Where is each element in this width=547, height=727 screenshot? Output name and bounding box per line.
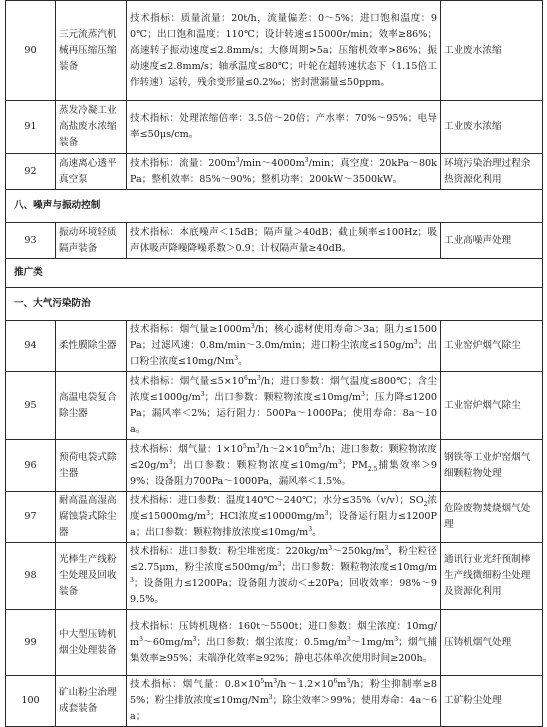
- equipment-name: 矿山粉尘治理成套装备: [56, 676, 127, 727]
- technical-spec: 技术指标：烟气量$\ge 1000m^3/h$；核心滤材使用寿命＞3a；阻力≤1500Pa；过滤风速：0.8m/min～3.0m/min；进口粉尘浓度$\le 150g/m^3$；出口粉尘浓度$\le 10mg/Nm^3$。: [127, 321, 441, 372]
- category-heading: 推广类: [6, 259, 543, 288]
- category-heading-row: [6, 259, 543, 288]
- equipment-name: 预荷电袋式除尘器: [56, 440, 127, 492]
- item-number: 94: [6, 321, 56, 372]
- equipment-name: 柔性膜除尘器: [56, 321, 127, 372]
- application-field: 工矿粉尘处理: [441, 676, 543, 727]
- application-field: 钢铁等工业炉窑烟气细颗粒物处理: [441, 440, 543, 492]
- superscript: 3: [168, 458, 173, 466]
- table-row: [6, 492, 543, 543]
- superscript: 6: [333, 677, 338, 685]
- subscript: 2.5: [367, 465, 378, 473]
- superscript: 3: [268, 693, 273, 701]
- section-heading-row: [6, 288, 543, 321]
- superscript: 3: [328, 544, 333, 552]
- superscript: 3: [255, 442, 260, 450]
- superscript: 3: [361, 390, 365, 398]
- application-field: 通讯行业光纤预制棒生产线微细粉尘处理及资源化利用: [441, 543, 543, 610]
- equipment-name: 高速离心透平真空泵: [56, 154, 127, 190]
- subscript: 2: [423, 500, 428, 508]
- technical-spec: 技术指标：进口参数：温度140℃～240℃；水分≤35%（v/v）；$SO_2$浓度$\le 15000mg/m^3$；HCl浓度$\le 10000mg/m^3$；设备运行阻力≤1200Pa；出口参数：颗粒物排放浓度$\le 10mg/m^3$。: [127, 492, 441, 543]
- superscript: 6: [305, 442, 309, 450]
- superscript: 3: [273, 677, 278, 685]
- superscript: 3: [384, 544, 389, 552]
- application-field: 压铸机烟气处理: [441, 610, 543, 676]
- equipment-name: 中大型压铸机烟尘处理装备: [56, 610, 127, 676]
- superscript: 3: [235, 156, 240, 164]
- superscript: 3: [308, 525, 313, 533]
- section-heading-row: [6, 190, 543, 223]
- superscript: 3: [250, 322, 255, 330]
- application-field: 工业废水浓缩: [441, 101, 543, 154]
- item-number: 92: [6, 154, 56, 190]
- superscript: 3: [338, 458, 342, 466]
- table-row: [6, 676, 543, 727]
- table-row: [6, 440, 543, 492]
- item-number: 97: [6, 492, 56, 543]
- table-row: [6, 1, 543, 101]
- technical-spec: 技术指标：烟气量：$1\times 10^5m^3/h\sim 2\times 10^6m^3/h$；进口参数：颗粒物浓度$\le 20g/m^3$；出口参数：颗粒物浓度$\le 10mg/m^3$；$PM_{2.5}$捕集效率＞99%；设备阻力700Pa～1000Pa，漏风率＜1.5%。: [127, 440, 441, 492]
- technical-spec: 技术指标：压铸机规格：160t～5500t；进口参数：烟尘浓度：$10mg/m^3\sim 60mg/m^3$；出口参数：烟尘浓度：$0.5mg/m^3\sim 1mg/m^3$；烟气捕集效率≥95%；末端净化效率≥92%；静电芯体单次使用时间≥200h。: [127, 610, 441, 676]
- table-row: [6, 321, 543, 372]
- superscript: 3: [413, 338, 418, 346]
- superscript: 3: [346, 677, 351, 685]
- superscript: 3: [139, 635, 143, 643]
- equipment-name: 蒸发冷凝工业高盐废水浓缩装备: [56, 101, 127, 154]
- item-number: 91: [6, 101, 56, 154]
- superscript: 3: [256, 374, 261, 382]
- application-field: 工业高噪声处理: [441, 223, 543, 259]
- item-number: 96: [6, 440, 56, 492]
- application-field: 环境污染治理过程余热资源化利用: [441, 154, 543, 190]
- application-field: 工业窑炉烟气除尘: [441, 321, 543, 372]
- technical-spec: 技术指标：烟气量$\le 5\times 10^6m^3/h$；进口参数：烟气温度≤800℃；含尘浓度$\le 1000g/m^3$；出口参数：颗粒物浓度$\le 10mg/m^3$；压力降≤1200Pa；漏风率＜2%；运行阻力：500Pa～1000Pa；使用寿命：8a～10a。: [127, 372, 441, 440]
- table-body: [6, 1, 543, 727]
- technical-spec: 技术指标：本底噪声＜15dB；隔声量＞40dB；截止频率≤100Hz；吸声体吸声降噪降噪系数＞0.9；计权隔声量≥40dB。: [127, 223, 441, 259]
- superscript: 3: [304, 156, 309, 164]
- technical-spec: 技术指标：处理浓缩倍率：3.5倍～20倍；产水率：70%～95%；电导率≤50μs/cm。: [127, 101, 441, 154]
- item-number: 99: [6, 610, 56, 676]
- superscript: 3: [318, 442, 322, 450]
- table-row: [6, 543, 543, 610]
- superscript: 3: [277, 560, 282, 568]
- technical-spec: 技术指标：烟气量：$0.8\times 10^5m^3/h\sim 1.2\times 10^6m^3/h$；粉尘抑制率≥85%；粉尘排放浓度$\le 10mg/Nm^3$；除尘效率＞99%；使用寿命：4a～6a；: [127, 676, 441, 727]
- technical-spec: 技术指标：流量：$200m^3/\min\sim 4000m^3/\min$；真空度：20kPa～80kPa；整机效率：85%～90%；整机功率：200kW～3500kW。: [127, 154, 441, 190]
- application-field: 危险废物焚烧烟气处理: [441, 492, 543, 543]
- technical-spec: 技术指标：进口参数：粉尘堆密度：$220kg/m^3\sim 250kg/m^3$，粉尘粒径≤2.75μm，粉尘浓度$\le 500mg/m^3$；出口参数：颗粒物浓度$\le 10mg/m^3$；设备阻力≤1200Pa；设备阻力波动＜±20Pa；回收效率：98%～99.5%。: [127, 543, 441, 610]
- superscript: 3: [234, 354, 239, 362]
- equipment-name: 光棒生产线粉尘处理及回收装备: [56, 543, 127, 610]
- item-number: 95: [6, 372, 56, 440]
- section-heading: 八、噪声与振动控制: [6, 190, 543, 223]
- superscript: 3: [394, 635, 399, 643]
- equipment-catalog-table: [5, 0, 543, 727]
- equipment-name: 高温电袋复合除尘器: [56, 372, 127, 440]
- item-number: 98: [6, 543, 56, 610]
- application-field: 工业窑炉烟气除尘: [441, 372, 543, 440]
- table-row: [6, 372, 543, 440]
- superscript: 3: [200, 390, 205, 398]
- table-row: [6, 101, 543, 154]
- superscript: 3: [324, 509, 329, 517]
- item-number: 100: [6, 676, 56, 727]
- table-row: [6, 223, 543, 259]
- equipment-name: 耐高温高湿高腐蚀袋式除尘器: [56, 492, 127, 543]
- item-number: 90: [6, 1, 56, 101]
- superscript: 3: [130, 576, 134, 584]
- superscript: 5: [260, 677, 265, 685]
- superscript: 3: [192, 635, 197, 643]
- superscript: 6: [244, 374, 248, 382]
- technical-spec: 技术指标：质量流量：20t/h，流量偏差：0～5%；进口饱和温度：90℃；出口饱和温度：110℃；设计转速≤15000r/min；效率≥86%；高速转子振动速度≤2.8mm/s；大修周期>5a；压缩机效率>86%；振动速度≤2.8mm/s；轴承温度≤80℃；叶轮在超转速状态下（1.15倍工作转速）运转，残余变形量≤0.2‰；密封泄漏量≤50ppm。: [127, 1, 441, 101]
- equipment-name: 振动环境轻质隔声装备: [56, 223, 127, 259]
- application-field: 工业废水浓缩: [441, 1, 543, 101]
- equipment-name: 三元流蒸汽机械再压缩压缩装备: [56, 1, 127, 101]
- item-number: 93: [6, 223, 56, 259]
- section-heading: 一、大气污染防治: [6, 288, 543, 321]
- superscript: 3: [206, 509, 210, 517]
- superscript: 3: [346, 635, 351, 643]
- table-row: [6, 154, 543, 190]
- superscript: 5: [242, 442, 247, 450]
- table-row: [6, 610, 543, 676]
